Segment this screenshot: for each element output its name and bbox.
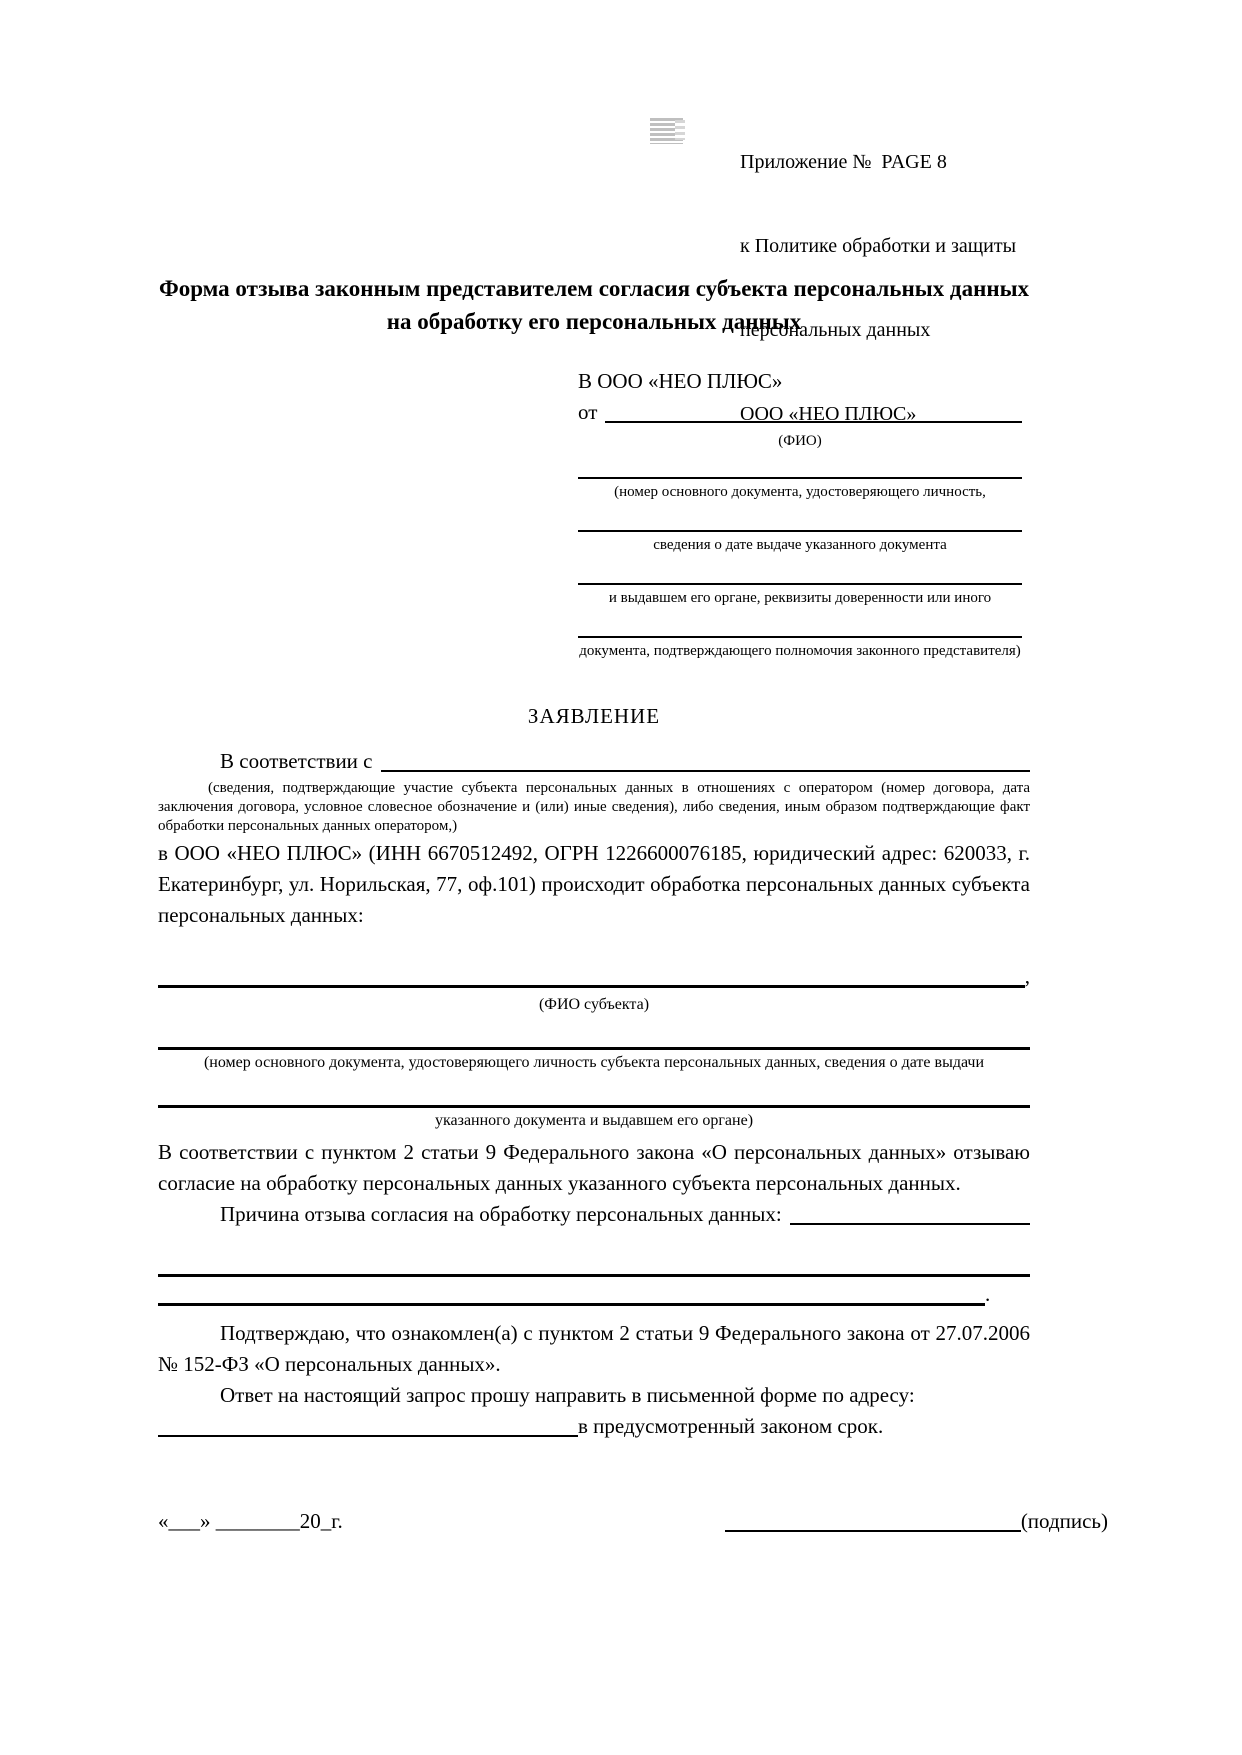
subject-document-blank-line-2 <box>158 1105 1030 1108</box>
appendix-policy-line: к Политике обработки и защиты <box>740 235 1017 257</box>
confirm-paragraph: Подтверждаю, что ознакомлен(а) с пунктом 2 статьи 9 Федерального закона от 27.07.2006 № 152-ФЗ «О персональных данных». <box>158 1321 1030 1376</box>
reason-label: Причина отзыва согласия на обработку персональных данных: <box>220 1202 782 1226</box>
reply-paragraph: Ответ на настоящий запрос прошу направить в письменной форме по адресу: <box>220 1383 915 1407</box>
statement-heading: ЗАЯВЛЕНИЕ <box>527 704 661 728</box>
signature-caption: (подпись) <box>1020 1509 1108 1533</box>
subject-document-blank-line <box>158 1047 1030 1050</box>
address-blank-line <box>158 1411 578 1437</box>
intro-row <box>158 746 1030 777</box>
withdrawal-paragraph: В соответствии с пунктом 2 статьи 9 Федерального закона «О персональных данных» отзываю согласие на обработку персональных данных указанного субъекта персональных данных. <box>158 1140 1030 1195</box>
fio-caption: (ФИО) <box>778 433 822 449</box>
issuing-authority-blank-line <box>578 583 1022 585</box>
intro-blank-line <box>381 746 1031 772</box>
subject-fio-caption: (ФИО субъекта) <box>538 996 650 1013</box>
subject-fio-blank-line <box>158 961 1025 988</box>
appendix-header <box>740 92 1016 484</box>
reply-address-row <box>158 1411 1030 1442</box>
reply-tail: в предусмотренный законом срок. <box>578 1414 884 1438</box>
signature-row <box>158 1506 1108 1537</box>
signature-area <box>725 1506 1108 1537</box>
recipient-org: В ООО «НЕО ПЛЮС» <box>578 369 783 393</box>
subject-document-caption-2: указанного документа и выдавшем его органе) <box>434 1112 754 1129</box>
subject-fio-row <box>158 961 1030 992</box>
signature-blank-line <box>725 1506 1021 1532</box>
subject-document-caption: (номер основного документа, удостоверяющего личность субъекта персональных данных, сведения о дате выдачи <box>203 1054 985 1071</box>
appendix-number: Приложение № PAGE 8 <box>740 151 947 173</box>
reason-blank-line-3 <box>158 1279 985 1306</box>
from-label: от <box>578 400 598 424</box>
reason-period: . <box>985 1282 991 1306</box>
intro-caption: (сведения, подтверждающие участие субъекта персональных данных в отношениях с оператором (номер договора, дата заключения договора, условное словесное обозначение и (или) иные сведения), либо сведения, иным образом подтверждающие факт обработки персональных данных оператором,) <box>158 780 1030 834</box>
reason-row <box>158 1199 1030 1230</box>
appendix-policy-line2: персональных данных <box>740 319 931 341</box>
document-number-caption: (номер основного документа, удостоверяющего личность, <box>614 484 986 500</box>
subject-fio-comma: , <box>1024 964 1030 988</box>
issuing-authority-caption: и выдавшем его органе, реквизиты доверенности или иного <box>608 590 992 606</box>
representative-authority-caption: документа, подтверждающего полномочия законного представителя) <box>579 643 1021 659</box>
reason-blank-line <box>790 1199 1030 1225</box>
intro-label: В соответствии с <box>220 749 373 773</box>
issue-date-caption: сведения о дате выдаче указанного документа <box>653 537 947 553</box>
operator-paragraph: в ООО «НЕО ПЛЮС» (ИНН 6670512492, ОГРН 1226600076185, юридический адрес: 620033, г. Екатеринбург, ул. Норильская, 77, оф.101) происходит обработка персональных данных субъекта персональных данных: <box>158 841 1030 927</box>
document-lines-icon <box>650 118 683 144</box>
issue-date-blank-line <box>578 530 1022 532</box>
date-line: «___» ________20_г. <box>158 1509 343 1533</box>
representative-authority-blank-line <box>578 636 1022 638</box>
reason-blank-line-2 <box>158 1274 1030 1277</box>
document-title: Форма отзыва законным представителем согласия субъекта персональных данных на обработку его персональных данных <box>158 276 1030 334</box>
reason-blank-row-3 <box>158 1279 1030 1310</box>
company-name: ООО «НЕО ПЛЮС» <box>740 403 917 425</box>
